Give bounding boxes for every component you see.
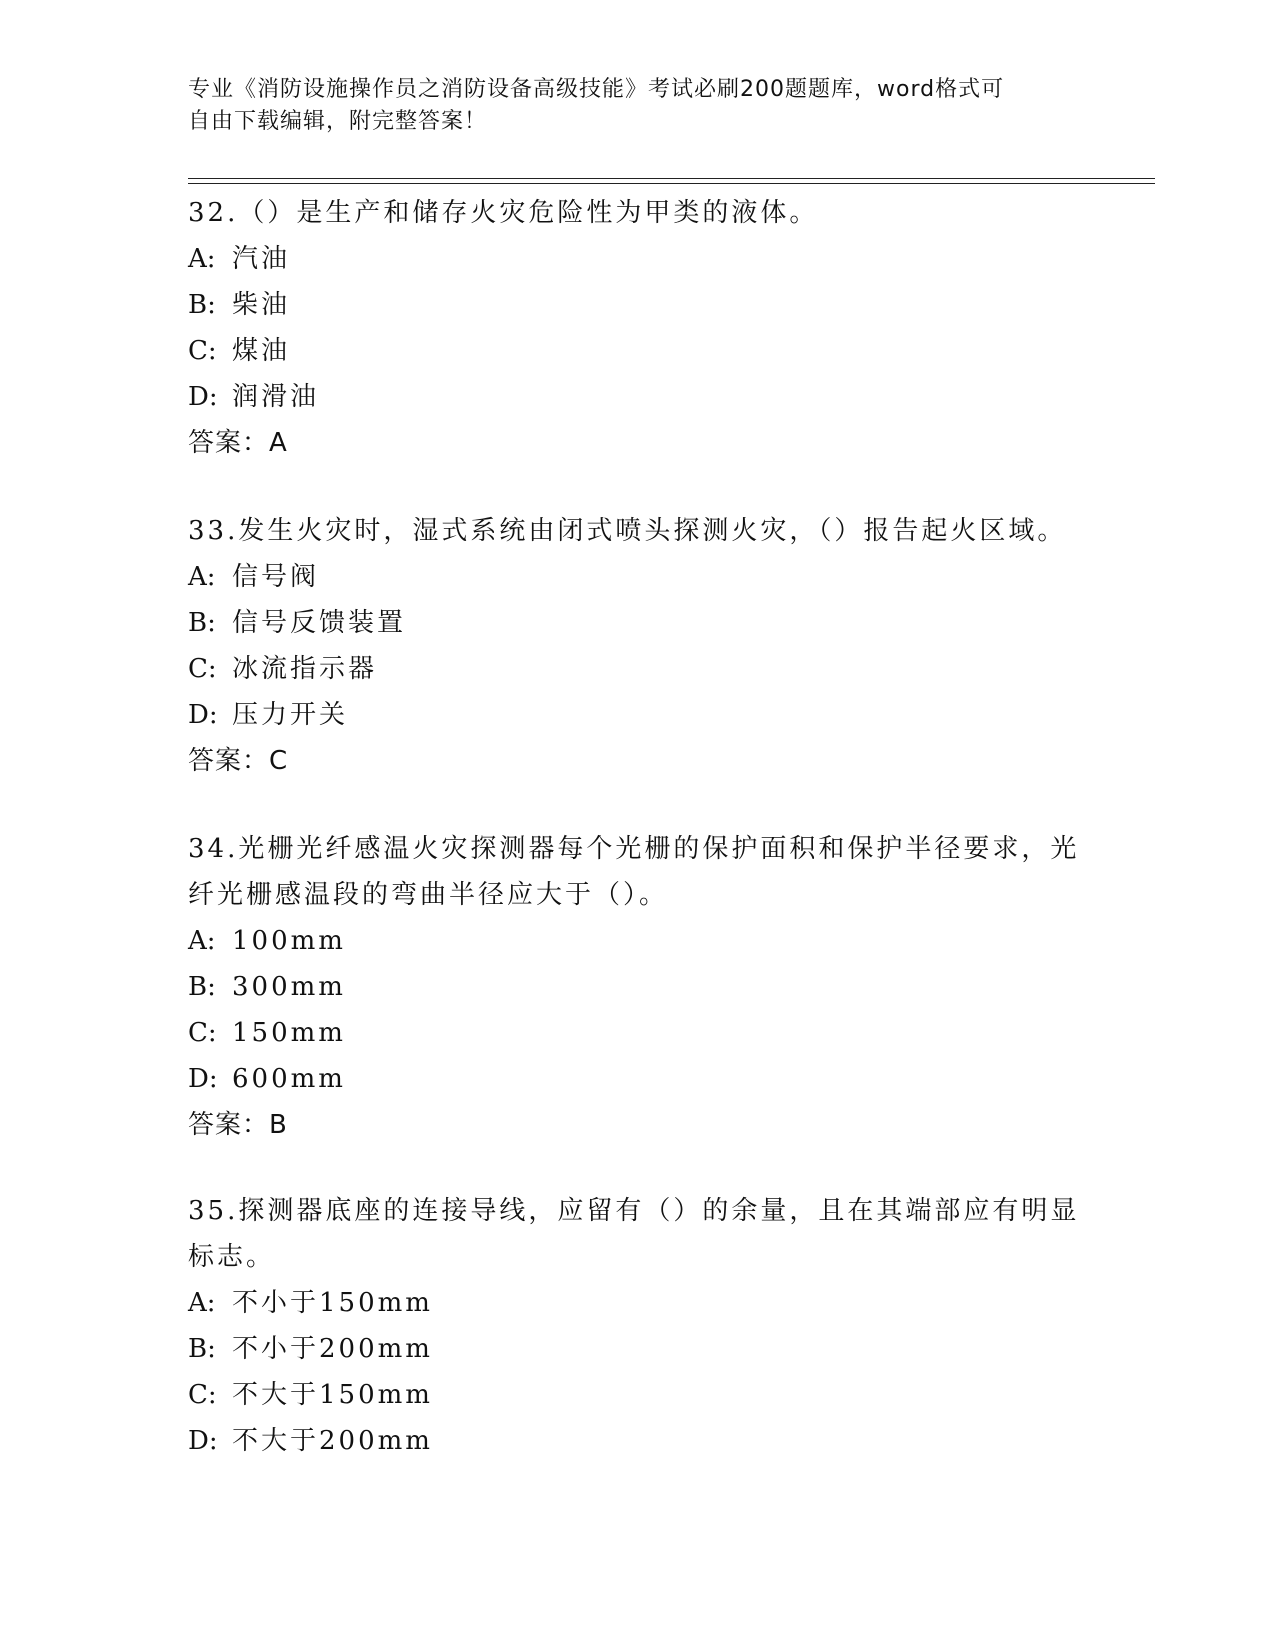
- question-35: [188, 1188, 1079, 1464]
- option-text: 不大于150mm: [232, 1380, 433, 1410]
- option-text: 信号阀: [232, 562, 320, 592]
- option-letter: C:: [188, 1018, 217, 1048]
- option-d: [188, 374, 818, 420]
- option-letter: D:: [188, 382, 218, 412]
- option-d: [188, 692, 1066, 738]
- option-c: [188, 646, 1066, 692]
- option-c: [188, 328, 818, 374]
- option-b: [188, 600, 1066, 646]
- option-text: 压力开关: [232, 700, 349, 730]
- option-letter: D:: [188, 700, 218, 730]
- option-text: 100mm: [232, 926, 346, 956]
- option-text: 汽油: [232, 244, 291, 274]
- option-a: [188, 236, 818, 282]
- option-b: [188, 282, 818, 328]
- option-text: 150mm: [232, 1018, 346, 1048]
- question-32: [188, 190, 818, 466]
- option-letter: B:: [188, 290, 216, 320]
- question-33: [188, 508, 1066, 784]
- question-text-line-2: 标志。: [188, 1242, 276, 1272]
- header-line-2: 自由下载编辑，附完整答案！: [188, 109, 488, 134]
- option-text: 600mm: [232, 1064, 346, 1094]
- option-d: [188, 1418, 1079, 1464]
- option-letter: A:: [188, 244, 216, 274]
- option-a: [188, 918, 1079, 964]
- header-divider-top: [188, 178, 1155, 179]
- answer-line: 答案：A: [188, 428, 288, 458]
- question-text: 33.发生火灾时，湿式系统由闭式喷头探测火灾，（）报告起火区域。: [188, 516, 1067, 546]
- question-text-line-2: 纤光栅感温段的弯曲半径应大于（）。: [188, 880, 669, 910]
- option-letter: B:: [188, 608, 216, 638]
- option-a: [188, 554, 1066, 600]
- header-line-1: 专业《消防设施操作员之消防设备高级技能》考试必刷200题题库，word格式可: [188, 77, 1005, 102]
- option-c: [188, 1372, 1079, 1418]
- option-letter: D:: [188, 1426, 218, 1456]
- option-letter: A:: [188, 926, 216, 956]
- question-text-line-1: 35.探测器底座的连接导线，应留有（）的余量，且在其端部应有明显: [188, 1196, 1080, 1226]
- option-text: 不小于150mm: [232, 1288, 433, 1318]
- option-text: 冰流指示器: [232, 654, 378, 684]
- option-letter: A:: [188, 562, 216, 592]
- option-c: [188, 1010, 1079, 1056]
- option-text: 不小于200mm: [232, 1334, 433, 1364]
- option-letter: C:: [188, 654, 217, 684]
- option-b: [188, 1326, 1079, 1372]
- answer-line: 答案：C: [188, 746, 289, 776]
- option-a: [188, 1280, 1079, 1326]
- option-text: 润滑油: [232, 382, 320, 412]
- option-b: [188, 964, 1079, 1010]
- document-header: [188, 74, 1068, 138]
- option-letter: A:: [188, 1288, 216, 1318]
- header-divider-bottom: [188, 183, 1155, 184]
- option-text: 柴油: [232, 290, 291, 320]
- option-text: 不大于200mm: [232, 1426, 433, 1456]
- answer-line: 答案：B: [188, 1110, 288, 1140]
- option-letter: B:: [188, 1334, 216, 1364]
- option-letter: C:: [188, 1380, 217, 1410]
- question-text: 32.（）是生产和储存火灾危险性为甲类的液体。: [188, 198, 819, 228]
- option-text: 煤油: [232, 336, 291, 366]
- option-letter: D:: [188, 1064, 218, 1094]
- option-d: [188, 1056, 1079, 1102]
- question-34: [188, 826, 1079, 1148]
- question-text-line-1: 34.光栅光纤感温火灾探测器每个光栅的保护面积和保护半径要求，光: [188, 834, 1080, 864]
- option-letter: B:: [188, 972, 216, 1002]
- option-text: 300mm: [232, 972, 346, 1002]
- option-letter: C:: [188, 336, 217, 366]
- option-text: 信号反馈装置: [232, 608, 407, 638]
